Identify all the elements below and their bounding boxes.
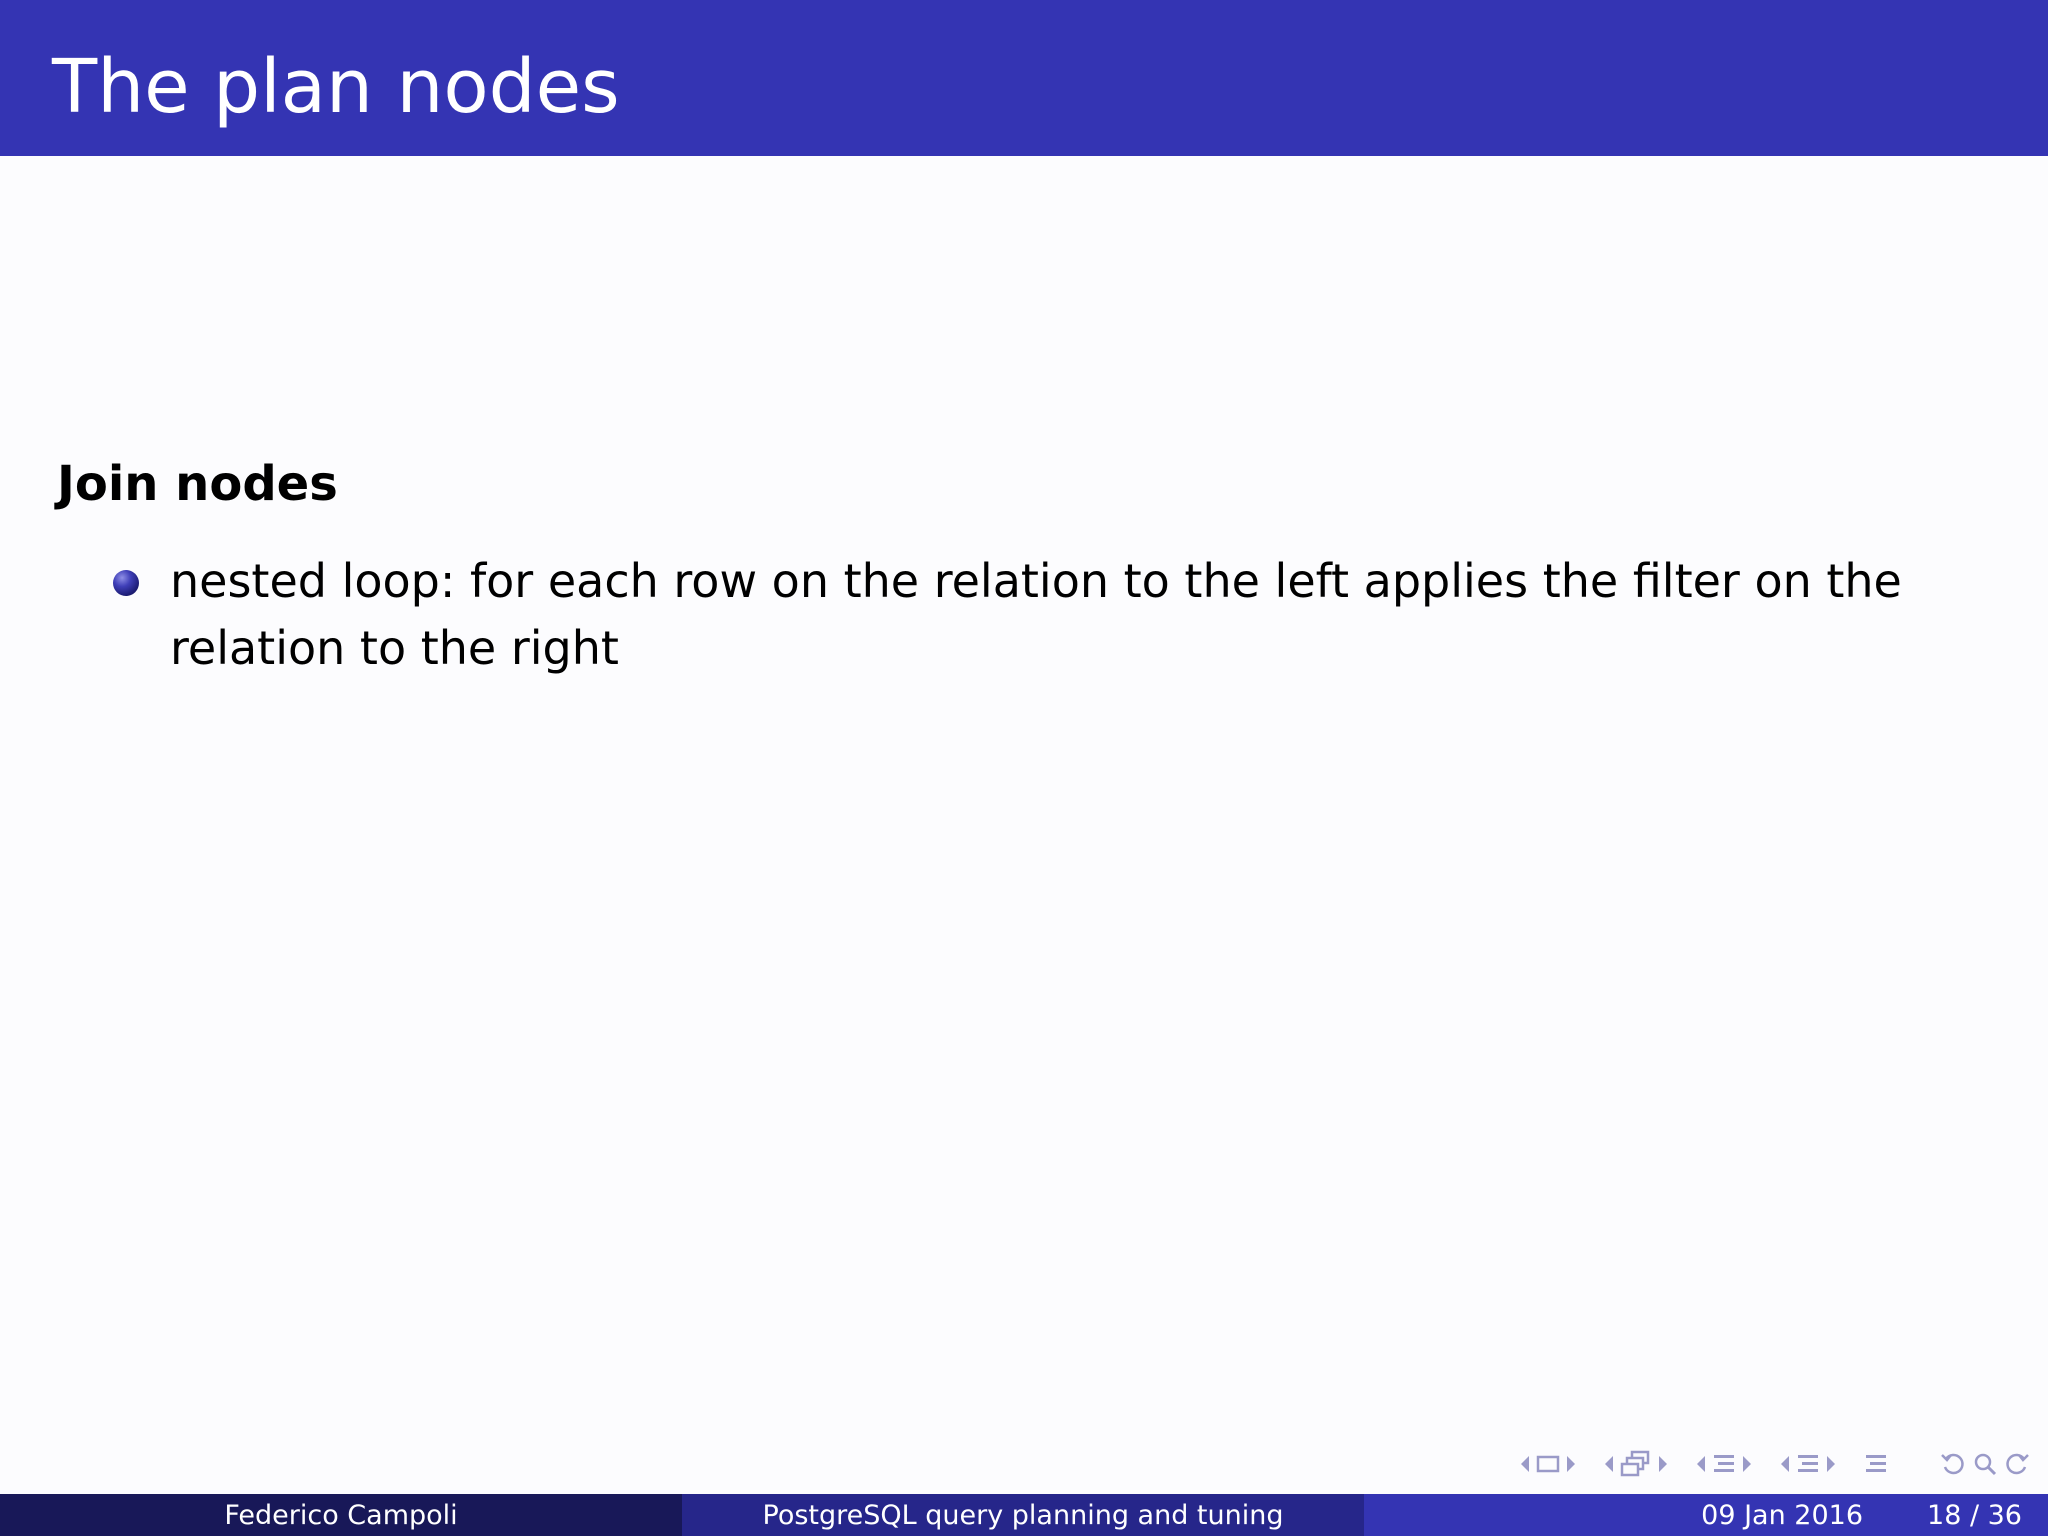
prev-subsection-arrow-icon[interactable] — [1604, 1455, 1614, 1473]
footer — [0, 1494, 2048, 1536]
bullet-text: nested loop: for each row on the relation to the left applies the filter on the relation to the right — [170, 554, 1902, 675]
redo-icon[interactable] — [2004, 1451, 2030, 1477]
navigation-controls — [1498, 1446, 2030, 1482]
search-nav-group — [1940, 1451, 2030, 1477]
next-frame-arrow-icon[interactable] — [1566, 1455, 1576, 1473]
slide-title: The plan nodes — [52, 44, 620, 130]
next-presentation-arrow-icon[interactable] — [1826, 1455, 1836, 1473]
frame-icon[interactable] — [1536, 1454, 1560, 1474]
frame-nav-group — [1520, 1454, 1576, 1474]
bullet-icon — [113, 570, 139, 596]
section-icon[interactable] — [1712, 1452, 1736, 1476]
footer-page-number: 18 / 36 — [1927, 1499, 2022, 1531]
prev-section-arrow-icon[interactable] — [1696, 1455, 1706, 1473]
section-nav-group — [1696, 1452, 1752, 1476]
presentation-nav-group — [1780, 1452, 1836, 1476]
next-section-arrow-icon[interactable] — [1742, 1455, 1752, 1473]
footer-date: 09 Jan 2016 — [1701, 1499, 1864, 1531]
presentation-icon[interactable] — [1796, 1452, 1820, 1476]
prev-presentation-arrow-icon[interactable] — [1780, 1455, 1790, 1473]
section-heading: Join nodes — [57, 456, 338, 512]
prev-frame-arrow-icon[interactable] — [1520, 1455, 1530, 1473]
footer-author — [0, 1494, 682, 1536]
subsection-icon[interactable] — [1620, 1450, 1652, 1478]
subsection-nav-group — [1604, 1450, 1668, 1478]
appendix-icon[interactable] — [1864, 1452, 1888, 1476]
search-icon[interactable] — [1972, 1451, 1998, 1477]
next-subsection-arrow-icon[interactable] — [1658, 1455, 1668, 1473]
footer-date-page — [1364, 1494, 2048, 1536]
footer-presentation-title-text: PostgreSQL query planning and tuning — [762, 1499, 1284, 1531]
footer-author-text: Federico Campoli — [224, 1499, 458, 1531]
title-bar — [0, 0, 2048, 156]
undo-icon[interactable] — [1940, 1451, 1966, 1477]
footer-presentation-title — [682, 1494, 1364, 1536]
appendix-nav-group — [1864, 1452, 1888, 1476]
